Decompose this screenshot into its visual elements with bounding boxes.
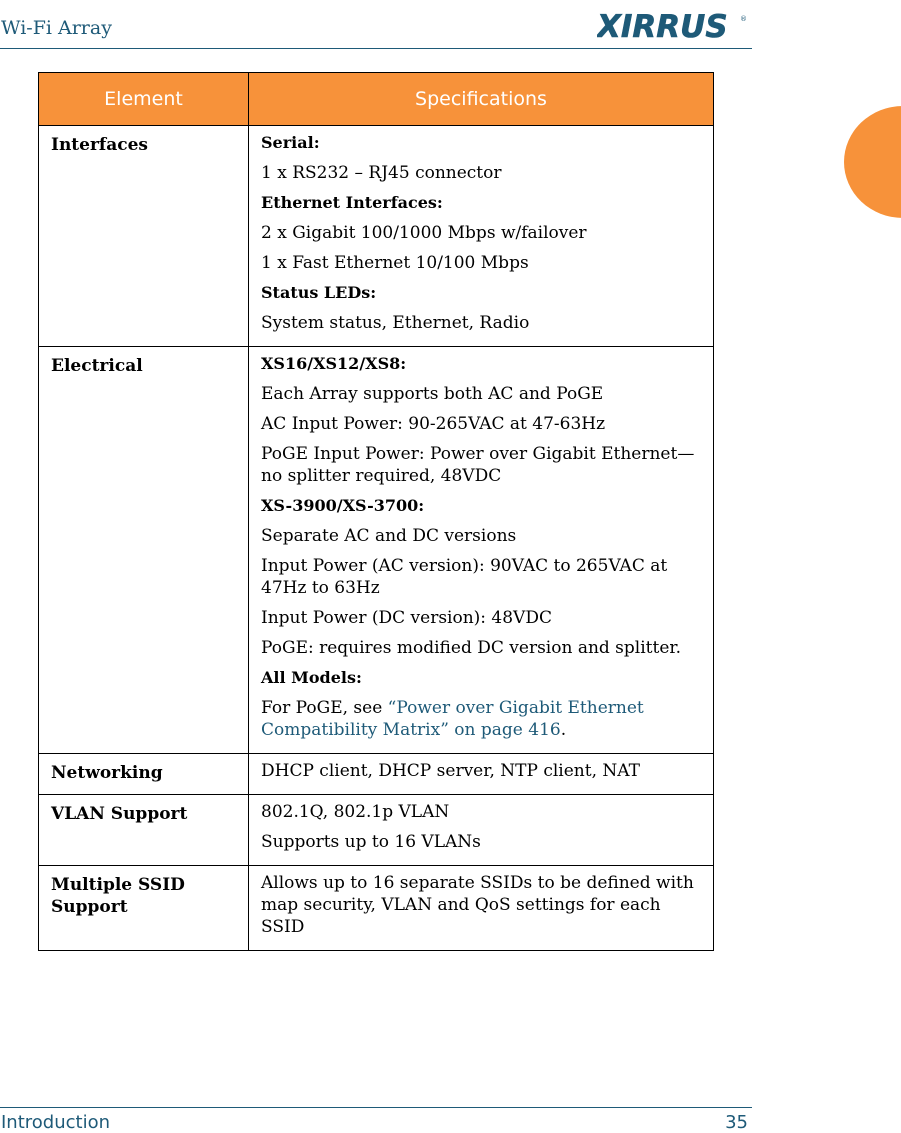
section-tab-marker [844,106,901,218]
spec-text: All Models: [261,668,362,687]
table-row [39,126,714,347]
spec-line [261,607,701,629]
header-rule [0,48,752,49]
spec-text: Allows up to 16 separate SSIDs to be defined with map security, VLAN and QoS settings for each SSID [261,873,694,937]
spec-line [261,831,701,853]
spec-line [261,760,701,782]
spec-line [261,525,701,547]
spec-text: AC Input Power: 90-265VAC at 47-63Hz [261,414,606,434]
spec-text: For PoGE, see [261,698,388,718]
table-row [39,795,714,866]
spec-line [261,413,701,435]
spec-line [261,252,701,274]
element-cell: Multiple SSID Support [39,866,249,951]
table-row [39,866,714,951]
spec-heading [261,495,701,517]
specifications-table [38,72,714,951]
xirrus-logo [597,10,747,40]
element-cell: Electrical [39,347,249,754]
spec-text-suffix: . [560,720,567,740]
spec-text: XS-3900/XS-3700: [261,496,425,515]
spec-text: Supports up to 16 VLANs [261,832,481,852]
element-cell: Interfaces [39,126,249,347]
spec-line [261,872,701,938]
specifications-cell [249,126,714,347]
spec-text: 2 x Gigabit 100/1000 Mbps w/failover [261,223,587,243]
spec-text: Each Array supports both AC and PoGE [261,384,604,404]
spec-heading [261,192,701,214]
spec-text: System status, Ethernet, Radio [261,313,530,333]
spec-heading [261,667,701,689]
svg-text:®: ® [740,15,747,23]
specifications-cell [249,866,714,951]
spec-text: 1 x RS232 – RJ45 connector [261,163,502,183]
spec-text: PoGE: requires modified DC version and splitter. [261,638,682,658]
spec-line [261,222,701,244]
logo-text: XIRRUS [597,10,728,40]
specifications-cell [249,795,714,866]
footer-section: Introduction [1,1112,111,1133]
spec-line [261,697,701,741]
footer-rule [0,1107,752,1108]
spec-line [261,162,701,184]
spec-text: 1 x Fast Ethernet 10/100 Mbps [261,253,529,273]
spec-text: DHCP client, DHCP server, NTP client, NAT [261,761,640,781]
header-specifications: Specifications [249,73,714,126]
cross-reference-link[interactable]: “Power over Gigabit Ethernet Compatibility Matrix” on page 416 [261,698,644,740]
spec-line [261,801,701,823]
spec-text: Status LEDs: [261,283,377,302]
element-cell: Networking [39,754,249,795]
spec-line [261,383,701,405]
specifications-cell [249,754,714,795]
spec-text: Input Power (AC version): 90VAC to 265VAC at 47Hz to 63Hz [261,556,668,598]
header-title: Wi-Fi Array [1,17,112,39]
table-body [39,126,714,951]
spec-text: Ethernet Interfaces: [261,193,443,212]
spec-text: Serial: [261,133,320,152]
spec-text: Separate AC and DC versions [261,526,517,546]
spec-text: Input Power (DC version): 48VDC [261,608,552,628]
page-number: 35 [725,1112,748,1133]
spec-line [261,443,701,487]
header-element: Element [39,73,249,126]
table-row [39,754,714,795]
spec-heading [261,282,701,304]
spec-line [261,637,701,659]
table-row [39,347,714,754]
spec-line [261,312,701,334]
spec-text: PoGE Input Power: Power over Gigabit Ethernet—no splitter required, 48VDC [261,444,695,486]
spec-line [261,555,701,599]
spec-text: 802.1Q, 802.1p VLAN [261,802,450,822]
element-cell: VLAN Support [39,795,249,866]
spec-heading [261,132,701,154]
spec-heading [261,353,701,375]
specifications-cell [249,347,714,754]
spec-text: XS16/XS12/XS8: [261,354,407,373]
